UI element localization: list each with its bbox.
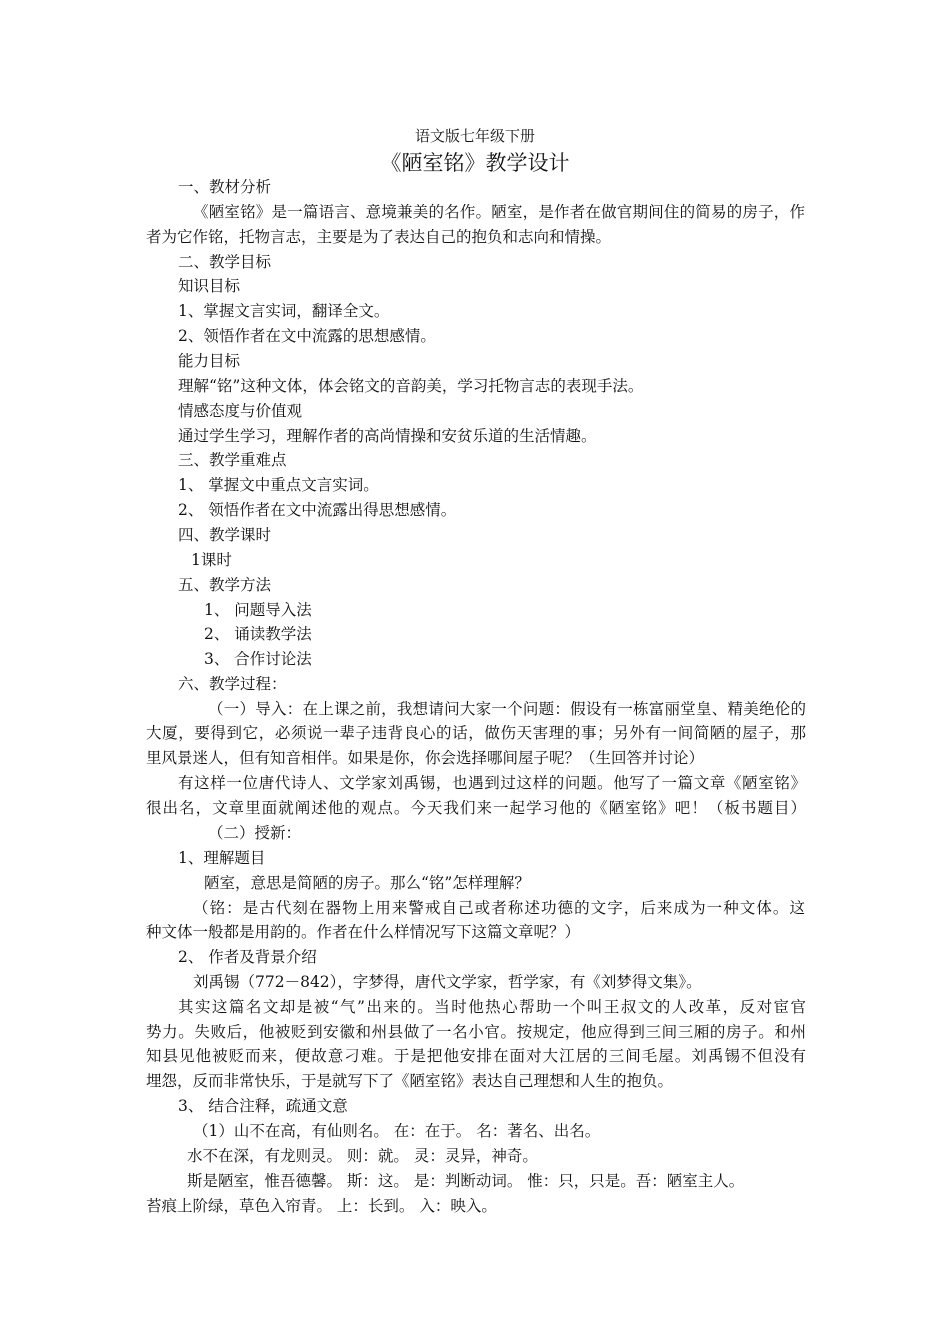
list-item: 1、 掌握文中重点文言实词。 <box>178 476 379 494</box>
subheading: 知识目标 <box>178 277 241 295</box>
paragraph-line: 1课时 <box>191 551 232 569</box>
paragraph-line: （1）山不在高，有仙则名。 在：在于。 名：著名、出名。 <box>193 1122 601 1140</box>
list-item: 3、 合作讨论法 <box>204 650 312 668</box>
paragraph-line: 有这样一位唐代诗人、文学家刘禹锡，也遇到过这样的问题。他写了一篇文章《陋室铭》 <box>178 774 806 792</box>
paragraph-line: 很出名，文章里面就阐述他的观点。今天我们来一起学习他的《陋室铭》吧！（板书题目） <box>146 799 806 817</box>
paragraph-line: 通过学生学习，理解作者的高尚情操和安贫乐道的生活情趣。 <box>178 427 597 445</box>
section-heading: 二、教学目标 <box>178 253 272 271</box>
section-heading: 六、教学过程： <box>178 675 287 693</box>
subheading: 1、理解题目 <box>178 849 266 867</box>
paragraph-line: 理解“铭”这种文体，体会铭文的音韵美，学习托物言志的表现手法。 <box>178 377 644 395</box>
document-title: 《陋室铭》教学设计 <box>380 151 570 175</box>
paragraph-line: 大厦，要得到它，必须说一辈子违背良心的话，做伤天害理的事；另外有一间简陋的屋子，那 <box>146 724 806 742</box>
section-heading: 五、教学方法 <box>178 576 272 594</box>
paragraph-line: 知县见他被贬而来，便故意刁难。于是把他安排在面对大江居的三间毛屋。刘禹锡不但没有 <box>146 1047 806 1065</box>
paragraph-line: 埋怨，反而非常快乐，于是就写下了《陋室铭》表达自己理想和人生的抱负。 <box>146 1072 674 1090</box>
paragraph-line: 其实这篇名文却是被“气”出来的。当时他热心帮助一个叫王叔文的人改革，反对宦官 <box>178 998 806 1016</box>
subheading: 2、 作者及背景介绍 <box>178 948 317 966</box>
paragraph-line: 种文体一般都是用韵的。作者在什么样情况写下这篇文章呢？） <box>146 923 581 941</box>
list-item: 2、领悟作者在文中流露的思想感情。 <box>178 327 436 345</box>
section-heading: 一、教材分析 <box>178 178 272 196</box>
list-item: 1、掌握文言实词，翻译全文。 <box>178 302 390 320</box>
subheading: 能力目标 <box>178 352 241 370</box>
list-item: 1、 问题导入法 <box>204 601 312 619</box>
paragraph-line: （一）导入：在上课之前，我想请问大家一个问题：假设有一栋富丽堂皇、精美绝伦的 <box>208 700 806 718</box>
paragraph-line: 势力。失败后，他被贬到安徽和州县做了一名小官。按规定，他应得到三间三厢的房子。和州 <box>146 1023 806 1041</box>
paragraph-line: 水不在深，有龙则灵。 则：就。 灵：灵异，神奇。 <box>187 1147 538 1165</box>
paragraph-line: 陋室，意思是简陋的房子。那么“铭”怎样理解？ <box>204 874 530 892</box>
paragraph-line: （铭：是古代刻在器物上用来警戒自己或者称述功德的文字，后来成为一种文体。这 <box>193 899 805 917</box>
list-item: 2、 诵读教学法 <box>204 625 312 643</box>
subheading: 3、 结合注释，疏通文意 <box>178 1097 348 1115</box>
paragraph-line: 里风景迷人，但有知音相伴。如果是你，你会选择哪间屋子呢？（生回答并讨论） <box>146 749 705 767</box>
paragraph-line: （二）授新： <box>208 824 302 842</box>
paragraph-line: 斯是陋室，惟吾德馨。 斯：这。 是：判断动词。 惟：只，只是。吾：陋室主人。 <box>187 1172 745 1190</box>
paragraph-line: 刘禹锡（772－842），字梦得，唐代文学家，哲学家，有《刘梦得文集》。 <box>193 973 702 991</box>
paragraph-line: 者为它作铭，托物言志，主要是为了表达自己的抱负和志向和情操。 <box>146 228 612 246</box>
subheading: 情感态度与价值观 <box>178 402 303 420</box>
document-subtitle: 语文版七年级下册 <box>414 127 535 145</box>
paragraph-line: 苔痕上阶绿，草色入帘青。 上：长到。 入：映入。 <box>146 1197 497 1215</box>
section-heading: 三、教学重难点 <box>178 451 287 469</box>
list-item: 2、 领悟作者在文中流露出得思想感情。 <box>178 501 457 519</box>
paragraph-line: 《陋室铭》是一篇语言、意境兼美的名作。陋室，是作者在做官期间住的简易的房子，作 <box>193 203 805 221</box>
section-heading: 四、教学课时 <box>178 526 272 544</box>
